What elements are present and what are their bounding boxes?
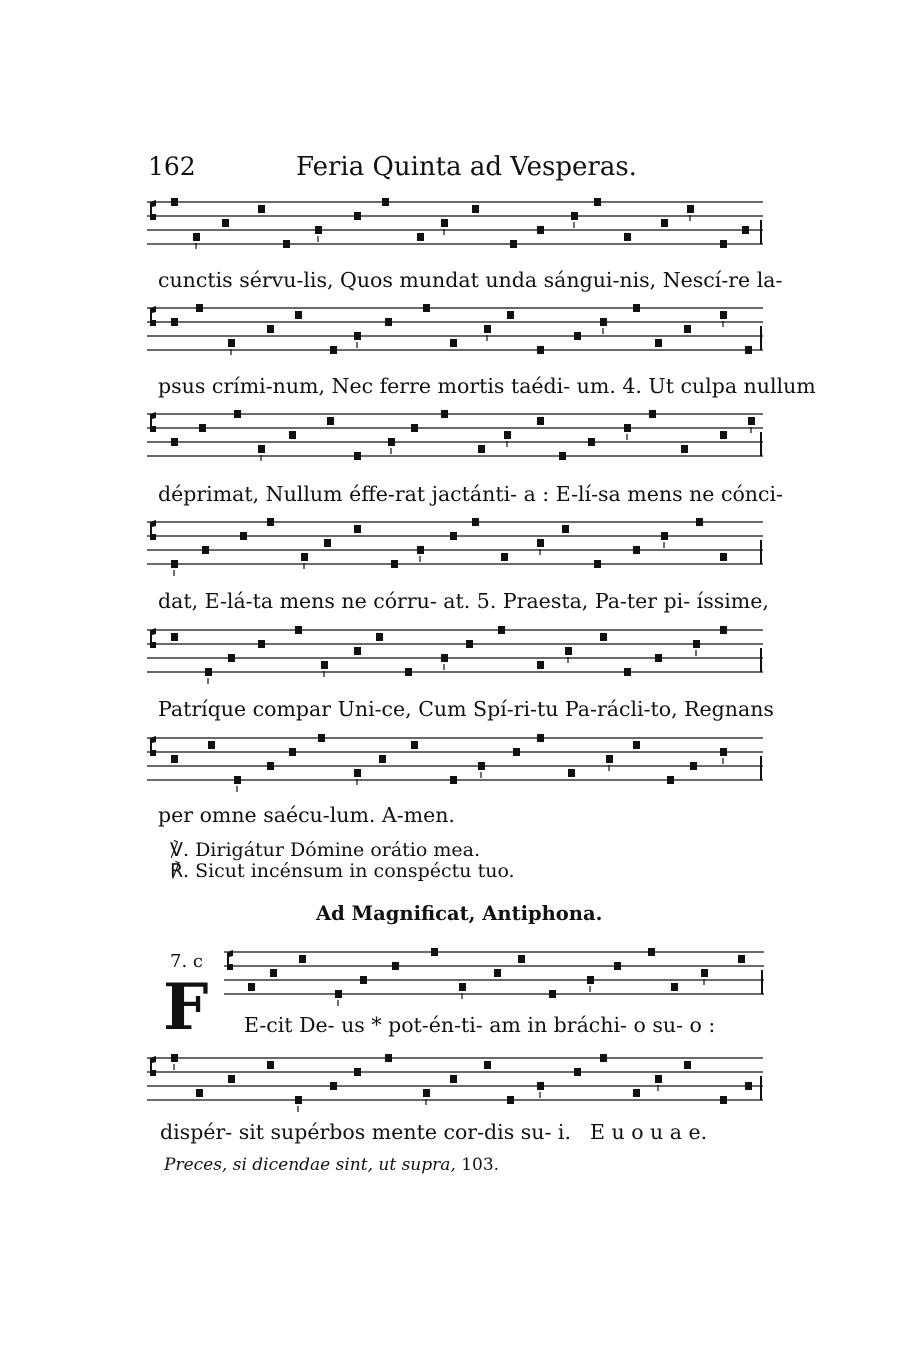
neume-note	[450, 532, 457, 540]
neume-note	[624, 233, 631, 241]
neume-note	[441, 410, 448, 418]
neume-note	[354, 452, 361, 460]
neume-note	[701, 969, 708, 977]
music-staff-6	[147, 726, 763, 788]
neume-note	[633, 546, 640, 554]
footer-page-ref: 103.	[461, 1155, 500, 1175]
neume-note	[196, 304, 203, 312]
neume-note	[283, 240, 290, 248]
versicle: ℣. Dirigátur Dómine orátio mea.	[170, 839, 480, 861]
neume-note	[208, 741, 215, 749]
neume-note	[234, 776, 241, 784]
neume-note	[388, 438, 395, 446]
neume-note	[385, 318, 392, 326]
neume-note	[450, 776, 457, 784]
music-staff-4	[147, 510, 763, 572]
neume-note	[376, 633, 383, 641]
neume-note	[411, 741, 418, 749]
page-number: 162	[148, 152, 196, 181]
neume-note	[587, 976, 594, 984]
neume-note	[667, 776, 674, 784]
antiphon-lyric-1: E-cit De- us * pot-én-ti- am in bráchi- o su- o :	[244, 1013, 716, 1037]
neume-note	[681, 445, 688, 453]
neume-note	[720, 553, 727, 561]
neume-note	[335, 990, 342, 998]
c-clef-icon	[150, 520, 156, 540]
neume-note	[472, 205, 479, 213]
neume-note	[624, 424, 631, 432]
neume-note	[684, 1061, 691, 1069]
neume-note	[240, 532, 247, 540]
neume-note	[510, 240, 517, 248]
neume-note	[633, 1089, 640, 1097]
neume-note	[537, 661, 544, 669]
neume-note	[494, 969, 501, 977]
music-staff-5	[147, 618, 763, 680]
neume-note	[392, 962, 399, 970]
neume-note	[690, 762, 697, 770]
neume-note	[559, 452, 566, 460]
neume-note	[720, 311, 727, 319]
neume-note	[518, 955, 525, 963]
neume-note	[354, 525, 361, 533]
neume-note	[354, 332, 361, 340]
neume-note	[248, 983, 255, 991]
neume-note	[513, 748, 520, 756]
neume-note	[330, 346, 337, 354]
neume-note	[289, 431, 296, 439]
neume-note	[171, 1054, 178, 1062]
neume-note	[684, 325, 691, 333]
c-clef-icon	[227, 950, 233, 970]
neume-note	[671, 983, 678, 991]
neume-note	[537, 346, 544, 354]
neume-note	[655, 654, 662, 662]
neume-note	[720, 431, 727, 439]
neume-note	[655, 339, 662, 347]
neume-note	[649, 410, 656, 418]
neume-note	[354, 769, 361, 777]
neume-note	[270, 969, 277, 977]
neume-note	[267, 518, 274, 526]
neume-note	[594, 560, 601, 568]
neume-note	[441, 219, 448, 227]
neume-note	[289, 748, 296, 756]
neume-note	[267, 762, 274, 770]
euouae: E u o u a e.	[590, 1120, 708, 1144]
neume-note	[720, 748, 727, 756]
music-staff-3	[147, 402, 763, 464]
neume-note	[318, 734, 325, 742]
lyric-line-4: dat, E-lá-ta mens ne córru- at. 5. Praesta, Pa-ter pi- íssime,	[158, 589, 769, 613]
neume-note	[228, 1075, 235, 1083]
c-clef-icon	[150, 200, 156, 220]
neume-note	[417, 546, 424, 554]
neume-note	[655, 1075, 662, 1083]
neume-note	[498, 626, 505, 634]
c-clef-icon	[150, 628, 156, 648]
lyric-line-3: déprimat, Nullum éffe-rat jactánti- a : E-lí-sa mens ne cónci-	[158, 482, 783, 506]
neume-note	[295, 626, 302, 634]
neume-note	[537, 734, 544, 742]
neume-note	[423, 1089, 430, 1097]
neume-note	[417, 233, 424, 241]
neume-note	[360, 976, 367, 984]
neume-note	[299, 955, 306, 963]
antiphon-lyric-2: dispér- sit supérbos mente cor-dis su- i.	[160, 1120, 571, 1144]
mode-label: 7. c	[170, 951, 203, 972]
neume-note	[574, 332, 581, 340]
lyric-line-5: Patríque compar Uni-ce, Cum Spí-ri-tu Pa-rácli-to, Regnans	[158, 697, 774, 721]
neume-note	[202, 546, 209, 554]
neume-note	[222, 219, 229, 227]
c-clef-icon	[150, 306, 156, 326]
antiphon-heading: Ad Magnificat, Antiphona.	[316, 902, 603, 925]
neume-note	[171, 438, 178, 446]
neume-note	[588, 438, 595, 446]
footer-text: Preces, si dicendae sint, ut supra,	[164, 1155, 456, 1175]
lyric-line-6: per omne saécu-lum. A-men.	[158, 803, 455, 827]
footer-note	[164, 1155, 499, 1175]
antiphon-staff-2	[147, 1046, 763, 1108]
neume-note	[258, 640, 265, 648]
neume-note	[748, 417, 755, 425]
neume-note	[205, 668, 212, 676]
neume-note	[267, 1061, 274, 1069]
neume-note	[633, 304, 640, 312]
antiphon-staff-1	[224, 940, 764, 1002]
neume-note	[330, 1082, 337, 1090]
neume-note	[594, 198, 601, 206]
neume-note	[745, 1082, 752, 1090]
neume-note	[571, 212, 578, 220]
page-title: Feria Quinta ad Vesperas.	[296, 152, 637, 182]
neume-note	[301, 553, 308, 561]
neume-note	[537, 539, 544, 547]
neume-note	[745, 346, 752, 354]
neume-note	[315, 226, 322, 234]
neume-note	[234, 410, 241, 418]
neume-note	[391, 560, 398, 568]
neume-note	[295, 1096, 302, 1104]
neume-note	[537, 226, 544, 234]
neume-note	[431, 948, 438, 956]
neume-note	[661, 219, 668, 227]
neume-note	[720, 1096, 727, 1104]
neume-note	[484, 1061, 491, 1069]
neume-note	[549, 990, 556, 998]
neume-note	[537, 1082, 544, 1090]
neume-note	[562, 525, 569, 533]
neume-note	[507, 1096, 514, 1104]
neume-note	[258, 205, 265, 213]
neume-note	[720, 626, 727, 634]
neume-note	[423, 304, 430, 312]
neume-note	[171, 755, 178, 763]
neume-note	[466, 640, 473, 648]
neume-note	[537, 417, 544, 425]
neume-note	[450, 1075, 457, 1083]
neume-note	[267, 325, 274, 333]
neume-note	[568, 769, 575, 777]
neume-note	[614, 962, 621, 970]
neume-note	[171, 560, 178, 568]
response: ℟. Sicut incénsum in conspéctu tuo.	[170, 860, 515, 882]
neume-note	[228, 339, 235, 347]
neume-note	[624, 668, 631, 676]
neume-note	[648, 948, 655, 956]
neume-note	[327, 417, 334, 425]
neume-note	[504, 431, 511, 439]
neume-note	[565, 647, 572, 655]
neume-note	[228, 654, 235, 662]
c-clef-icon	[150, 736, 156, 756]
neume-note	[472, 518, 479, 526]
lyric-line-2: psus crími-num, Nec ferre mortis taédi- um. 4. Ut culpa nullum	[158, 374, 816, 398]
neume-note	[574, 1068, 581, 1076]
neume-note	[687, 205, 694, 213]
neume-note	[295, 311, 302, 319]
music-staff-2	[147, 296, 763, 358]
neume-note	[507, 311, 514, 319]
neume-note	[411, 424, 418, 432]
neume-note	[633, 741, 640, 749]
neume-note	[199, 424, 206, 432]
neume-note	[171, 633, 178, 641]
neume-note	[193, 233, 200, 241]
neume-note	[459, 983, 466, 991]
lyric-line-1: cunctis sérvu-lis, Quos mundat unda sángui-nis, Nescí-re la-	[158, 268, 783, 292]
neume-note	[478, 762, 485, 770]
neume-note	[484, 325, 491, 333]
neume-note	[354, 647, 361, 655]
neume-note	[196, 1089, 203, 1097]
neume-note	[354, 212, 361, 220]
neume-note	[405, 668, 412, 676]
neume-note	[379, 755, 386, 763]
initial-letter: F	[163, 970, 209, 1045]
c-clef-icon	[150, 412, 156, 432]
neume-note	[321, 661, 328, 669]
neume-note	[661, 532, 668, 540]
neume-note	[478, 445, 485, 453]
neume-note	[450, 339, 457, 347]
neume-note	[600, 1054, 607, 1062]
neume-note	[606, 755, 613, 763]
neume-note	[354, 1068, 361, 1076]
neume-note	[385, 1054, 392, 1062]
neume-note	[382, 198, 389, 206]
neume-note	[171, 318, 178, 326]
neume-note	[501, 553, 508, 561]
neume-note	[441, 654, 448, 662]
neume-note	[693, 640, 700, 648]
neume-note	[324, 539, 331, 547]
neume-note	[720, 240, 727, 248]
c-clef-icon	[150, 1056, 156, 1076]
neume-note	[738, 955, 745, 963]
neume-note	[171, 198, 178, 206]
neume-note	[600, 318, 607, 326]
music-staff-1	[147, 190, 763, 252]
neume-note	[696, 518, 703, 526]
neume-note	[600, 633, 607, 641]
neume-note	[742, 226, 749, 234]
neume-note	[258, 445, 265, 453]
